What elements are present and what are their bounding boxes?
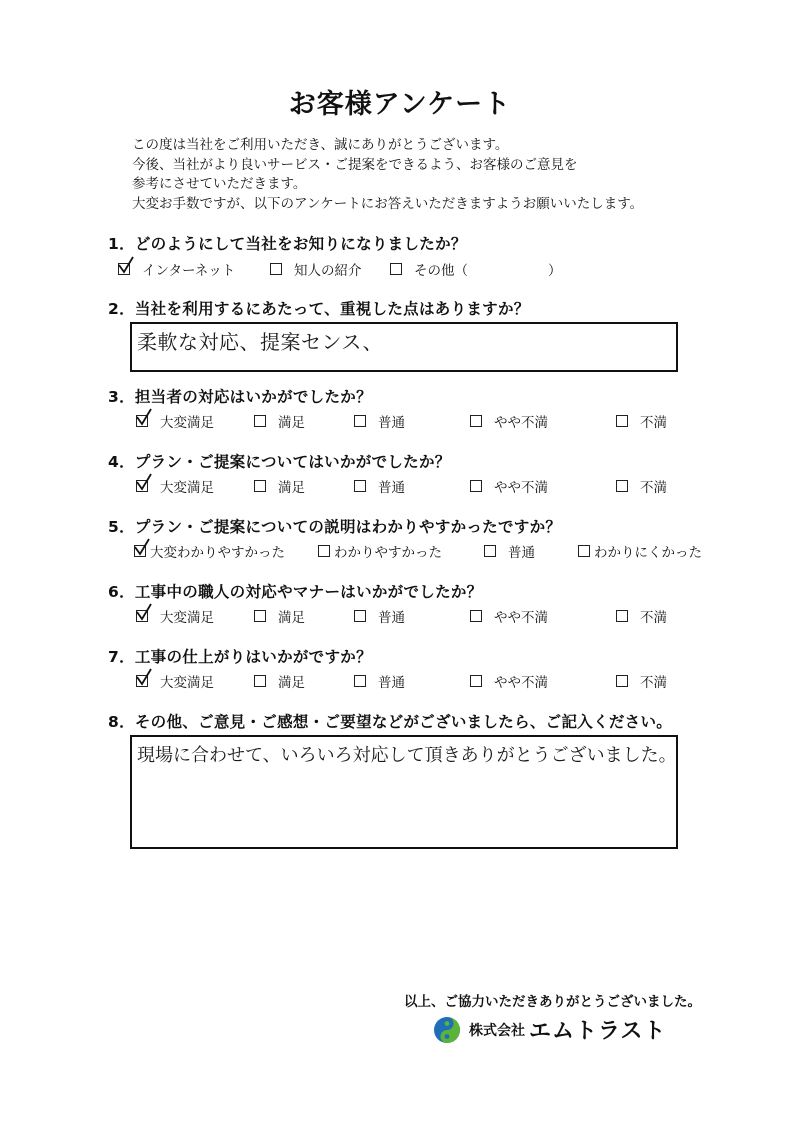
- question-1-title: 1．どのようにして当社をお知りになりましたか？: [108, 235, 467, 253]
- option-label: やや不満: [494, 610, 548, 626]
- option-label: インターネット: [142, 263, 236, 279]
- company-signature: [433, 1014, 666, 1045]
- checkbox[interactable]: [270, 263, 282, 275]
- closing-message: 以上、ご協力いただきありがとうございました。: [404, 994, 701, 1010]
- question-5-title: 5．プラン・ご提案についての説明はわかりやすかったですか？: [108, 518, 562, 536]
- option-label: 満足: [278, 610, 305, 626]
- option-label: 満足: [278, 480, 305, 496]
- option-label: 満足: [278, 675, 305, 691]
- option-label: 大変満足: [160, 610, 214, 626]
- q3-option-satisfied[interactable]: [254, 411, 305, 431]
- company-prefix: 株式会社: [469, 1022, 525, 1039]
- q6-option-somewhat-dissatisfied[interactable]: [470, 606, 548, 626]
- checkbox[interactable]: [470, 415, 482, 427]
- intro-text: [132, 136, 643, 214]
- checkbox[interactable]: [616, 480, 628, 492]
- checkbox[interactable]: [470, 675, 482, 687]
- option-label: 普通: [378, 415, 405, 431]
- q3-option-very-satisfied[interactable]: [136, 411, 214, 431]
- q5-option-very-clear[interactable]: [134, 541, 285, 561]
- q4-option-dissatisfied[interactable]: [616, 476, 667, 496]
- q5-option-neutral[interactable]: [484, 541, 535, 561]
- q7-option-neutral[interactable]: [354, 671, 405, 691]
- question-6-title: 6．工事中の職人の対応やマナーはいかがでしたか？: [108, 583, 483, 601]
- intro-line: 今後、当社がより良いサービス・ご提案をできるよう、お客様のご意見を: [132, 156, 578, 173]
- q3-option-neutral[interactable]: [354, 411, 405, 431]
- option-label: 大変満足: [160, 415, 214, 431]
- checkbox[interactable]: [616, 415, 628, 427]
- option-label: 普通: [508, 545, 535, 561]
- checkbox-checked[interactable]: [136, 610, 148, 622]
- checkbox-checked[interactable]: [118, 263, 130, 275]
- q8-handwritten-answer: 現場に合わせて、いろいろ対応して頂きありがとうございました。: [137, 745, 677, 766]
- checkbox-checked[interactable]: [136, 415, 148, 427]
- q7-option-satisfied[interactable]: [254, 671, 305, 691]
- checkbox-checked[interactable]: [136, 675, 148, 687]
- checkbox[interactable]: [616, 675, 628, 687]
- intro-line: 大変お手数ですが、以下のアンケートにお答えいただきますようお願いいたします。: [132, 195, 644, 212]
- q1-option-internet[interactable]: [118, 259, 235, 279]
- q5-option-unclear[interactable]: [578, 541, 702, 561]
- q6-option-very-satisfied[interactable]: [136, 606, 214, 626]
- q6-option-dissatisfied[interactable]: [616, 606, 667, 626]
- question-8-title: 8．その他、ご意見・ご感想・ご要望などがございましたら、ご記入ください。: [108, 713, 673, 731]
- q6-option-satisfied[interactable]: [254, 606, 305, 626]
- checkbox[interactable]: [354, 675, 366, 687]
- q7-option-somewhat-dissatisfied[interactable]: [470, 671, 548, 691]
- checkbox[interactable]: [254, 480, 266, 492]
- q6-option-neutral[interactable]: [354, 606, 405, 626]
- checkbox[interactable]: [484, 545, 496, 557]
- checkmark-icon: [135, 473, 153, 491]
- checkbox[interactable]: [390, 263, 402, 275]
- q4-option-satisfied[interactable]: [254, 476, 305, 496]
- q4-option-neutral[interactable]: [354, 476, 405, 496]
- intro-line: この度は当社をご利用いただき、誠にありがとうございます。: [132, 137, 509, 153]
- q1-option-referral[interactable]: [270, 259, 362, 279]
- checkbox-checked[interactable]: [136, 480, 148, 492]
- checkmark-icon: [117, 256, 135, 274]
- checkbox[interactable]: [354, 480, 366, 492]
- option-label: やや不満: [494, 480, 548, 496]
- question-3-title: 3．担当者の対応はいかがでしたか？: [108, 388, 372, 406]
- q1-option-other[interactable]: [390, 259, 468, 279]
- q2-handwritten-answer: 柔軟な対応、提案センス、: [137, 330, 383, 354]
- option-label: 普通: [378, 610, 405, 626]
- q1-other-close: ）: [548, 263, 562, 279]
- option-label: やや不満: [494, 675, 548, 691]
- company-logo-icon: [433, 1016, 461, 1044]
- option-label: 不満: [640, 610, 667, 626]
- question-4-title: 4．プラン・ご提案についてはいかがでしたか？: [108, 453, 451, 471]
- option-label: 普通: [378, 480, 405, 496]
- option-label: 普通: [378, 675, 405, 691]
- checkbox[interactable]: [354, 415, 366, 427]
- checkbox[interactable]: [254, 415, 266, 427]
- q4-option-very-satisfied[interactable]: [136, 476, 214, 496]
- q7-option-dissatisfied[interactable]: [616, 671, 667, 691]
- checkbox[interactable]: [470, 610, 482, 622]
- checkbox[interactable]: [254, 675, 266, 687]
- checkbox[interactable]: [578, 545, 590, 557]
- option-label: やや不満: [494, 415, 548, 431]
- checkbox[interactable]: [470, 480, 482, 492]
- option-label: 大変わかりやすかった: [150, 545, 285, 561]
- intro-line: 参考にさせていただきます。: [132, 176, 307, 192]
- option-label: その他（: [414, 263, 468, 279]
- q5-option-clear[interactable]: [318, 541, 442, 561]
- question-7-title: 7．工事の仕上がりはいかがですか？: [108, 648, 372, 666]
- checkbox[interactable]: [254, 610, 266, 622]
- checkbox[interactable]: [354, 610, 366, 622]
- option-label: 大変満足: [160, 480, 214, 496]
- checkmark-icon: [133, 538, 151, 556]
- option-label: 不満: [640, 675, 667, 691]
- q3-option-somewhat-dissatisfied[interactable]: [470, 411, 548, 431]
- option-label: わかりやすかった: [334, 545, 442, 561]
- checkmark-icon: [135, 408, 153, 426]
- checkbox[interactable]: [616, 610, 628, 622]
- checkmark-icon: [135, 668, 153, 686]
- checkbox-checked[interactable]: [134, 545, 146, 557]
- option-label: 満足: [278, 415, 305, 431]
- question-2-title: 2．当社を利用するにあたって、重視した点はありますか？: [108, 300, 530, 318]
- option-label: 不満: [640, 480, 667, 496]
- option-label: 大変満足: [160, 675, 214, 691]
- q4-option-somewhat-dissatisfied[interactable]: [470, 476, 548, 496]
- company-name: エムトラスト: [529, 1019, 667, 1044]
- q7-option-very-satisfied[interactable]: [136, 671, 214, 691]
- option-label: 不満: [640, 415, 667, 431]
- checkmark-icon: [135, 603, 153, 621]
- checkbox[interactable]: [318, 545, 330, 557]
- survey-title: お客様アンケート: [288, 89, 512, 120]
- option-label: わかりにくかった: [594, 545, 702, 561]
- q3-option-dissatisfied[interactable]: [616, 411, 667, 431]
- option-label: 知人の紹介: [294, 263, 362, 279]
